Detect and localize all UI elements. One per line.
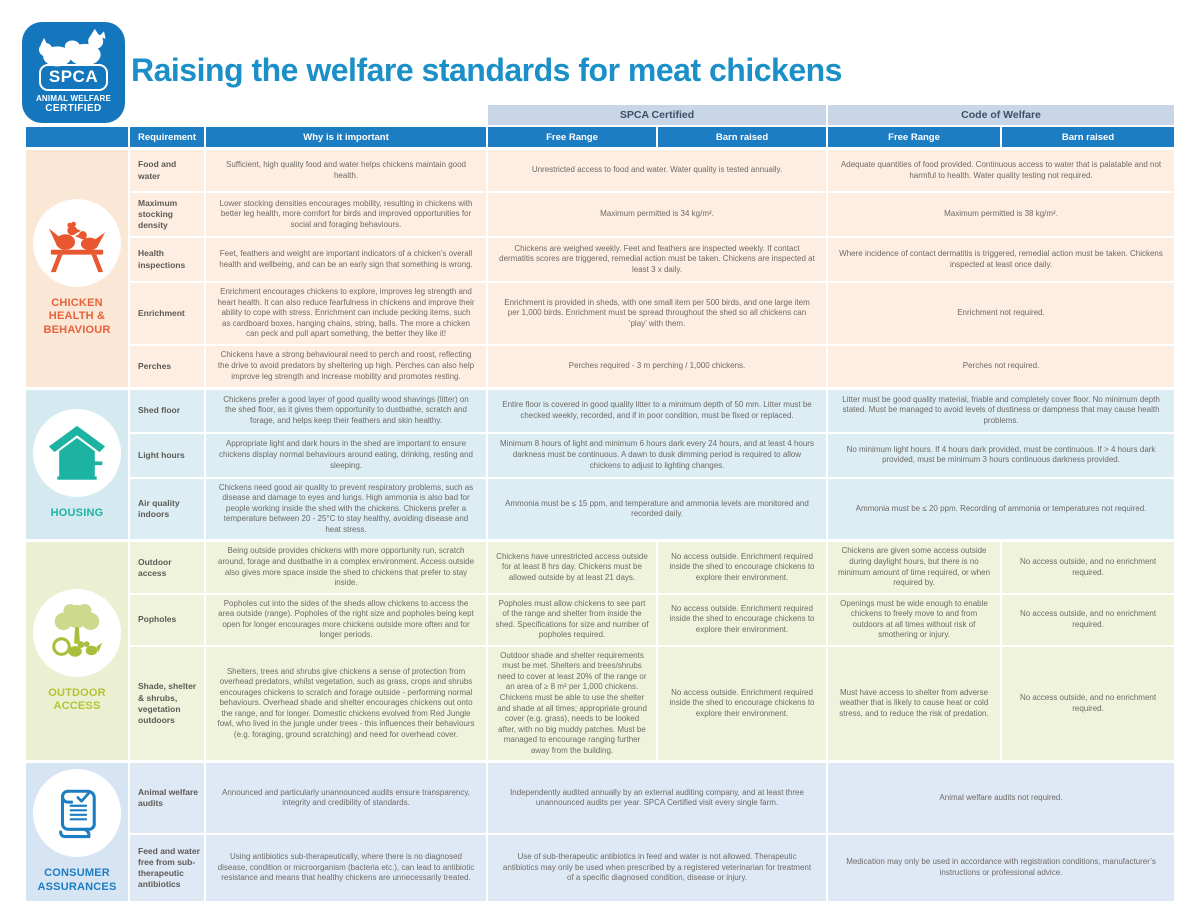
column-header-icon xyxy=(25,126,129,148)
cow-free-range-cell: Chickens are given some access outside during daylight hours, but there is no minimum amount of time required, or when required by. xyxy=(827,540,1001,593)
animals-silhouette-icon xyxy=(32,28,116,68)
table-row xyxy=(25,478,1175,541)
section-outdoor-access xyxy=(25,540,1175,761)
welfare-standards-table xyxy=(25,104,1175,902)
spca-certified-cell: Independently audited annually by an external auditing company, and at least three unannounced audits per year. SPCA Certified visit every single farm. xyxy=(487,761,827,834)
why-cell: Being outside provides chickens with more opportunity run, scratch around, forage and dustbathe in a complex environment. Access outside also gives more space inside the shed to chickens that prefer to stay inside. xyxy=(205,540,487,593)
section-icon-cell xyxy=(25,761,129,902)
chickens-on-perch-icon xyxy=(33,199,121,287)
code-of-welfare-cell: Medication may only be used in accordance with registration conditions, manufacturer’s instructions or professional advice. xyxy=(827,834,1175,902)
logo-line1: ANIMAL WELFARE xyxy=(35,94,112,103)
group-header-spca-certified: SPCA Certified xyxy=(487,104,827,126)
code-of-welfare-cell: Perches not required. xyxy=(827,345,1175,388)
spca-free-range-cell: Chickens have unrestricted access outside for at least 8 hrs day. Chickens must be allowed outside by at least 21 days. xyxy=(487,540,657,593)
spca-certified-cell: Use of sub-therapeutic antibiotics in feed and water is not allowed. Therapeutic antibiotics may only be used when prescribed by a registered veterinarian for treatment of a specific diagnosed condition, disease or injury. xyxy=(487,834,827,902)
spca-certified-cell: Entire floor is covered in good quality litter to a minimum depth of 50 mm. Litter must be checked weekly, recorded, and if in poor condition, must be fixed or replaced. xyxy=(487,388,827,433)
code-of-welfare-cell: Enrichment not required. xyxy=(827,282,1175,345)
spca-certified-cell: Perches required - 3 m perching / 1,000 chickens. xyxy=(487,345,827,388)
spca-certified-cell: Unrestricted access to food and water. Water quality is tested annually. xyxy=(487,148,827,192)
section-icon-cell xyxy=(25,148,129,388)
logo-acronym: SPCA xyxy=(39,64,108,91)
why-cell: Chickens need good air quality to prevent respiratory problems, such as disease and damage to eyes and lungs. High ammonia is also bad for people working inside the shed with the chickens. Chickens prefer a temperature between 20 - 25°C to stay healthy, avoiding disease and heat stress. xyxy=(205,478,487,541)
spca-barn-raised-cell: No access outside. Enrichment required inside the shed to encourage chickens to explore their environment. xyxy=(657,540,827,593)
table-row xyxy=(25,148,1175,192)
column-header-cow-barn-raised: Barn raised xyxy=(1001,126,1175,148)
code-of-welfare-cell: Adequate quantities of food provided. Continuous access to water that is palatable and not harmful to health. Water quality testing not required. xyxy=(827,148,1175,192)
requirement-cell: Popholes xyxy=(129,594,205,646)
table-row xyxy=(25,282,1175,345)
spca-barn-raised-cell: No access outside. Enrichment required inside the shed to encourage chickens to explore their environment. xyxy=(657,646,827,761)
table-row xyxy=(25,192,1175,237)
spca-barn-raised-cell: No access outside. Enrichment required inside the shed to encourage chickens to explore their environment. xyxy=(657,594,827,646)
why-cell: Lower stocking densities encourages mobility, resulting in chickens with better leg health, more comfort for birds and improved opportunities for social and foraging behaviours. xyxy=(205,192,487,237)
section-label: CONSUMER ASSURANCES xyxy=(37,867,117,894)
requirement-cell: Feed and water free from sub-therapeutic antibiotics xyxy=(129,834,205,902)
why-cell: Shelters, trees and shrubs give chickens a sense of protection from overhead predators, whilst vegetation, such as grass, crops and shrubs encourages chickens to scratch and forage outside - performing normal behaviours. Overhead shade and shelter encourages chickens out onto the range, and for longer. Domestic chickens evolved from Red Jungle fowl, who lived in the jungle under trees - this influences their behaviours (e.g. foraging, ground scratching) and need for overhead cover. xyxy=(205,646,487,761)
spca-certified-cell: Enrichment is provided in sheds, with one small item per 500 birds, and one large item per 1,000 birds. Enrichment must be spread throughout the shed so all chickens can ‘play’ with them. xyxy=(487,282,827,345)
code-of-welfare-cell: Where incidence of contact dermatitis is triggered, remedial action must be taken. Chickens inspected at least once daily. xyxy=(827,237,1175,282)
requirement-cell: Shed floor xyxy=(129,388,205,433)
cow-free-range-cell: Must have access to shelter from adverse weather that is likely to cause heat or cold stress, and to reduce the risk of predation. xyxy=(827,646,1001,761)
table-row xyxy=(25,834,1175,902)
spca-certified-cell: Ammonia must be ≤ 15 ppm, and temperature and ammonia levels are monitored and recorded daily. xyxy=(487,478,827,541)
table-row xyxy=(25,433,1175,478)
spca-certified-cell: Maximum permitted is 34 kg/m². xyxy=(487,192,827,237)
section-housing xyxy=(25,388,1175,541)
requirement-cell: Health inspections xyxy=(129,237,205,282)
table-row xyxy=(25,540,1175,593)
audit-scroll-icon xyxy=(33,769,121,857)
page-title: Raising the welfare standards for meat chickens xyxy=(131,52,842,88)
why-cell: Announced and particularly unannounced audits ensure transparency, integrity and credibility of standards. xyxy=(205,761,487,834)
why-cell: Appropriate light and dark hours in the shed are important to ensure chickens display normal behaviours around eating, drinking, resting and sleeping. xyxy=(205,433,487,478)
requirement-cell: Food and water xyxy=(129,148,205,192)
why-cell: Sufficient, high quality food and water helps chickens maintain good health. xyxy=(205,148,487,192)
column-header-requirement: Requirement xyxy=(129,126,205,148)
cow-barn-raised-cell: No access outside, and no enrichment required. xyxy=(1001,540,1175,593)
column-header-spca-free-range: Free Range xyxy=(487,126,657,148)
requirement-cell: Perches xyxy=(129,345,205,388)
section-label: OUTDOOR ACCESS xyxy=(48,686,106,713)
code-of-welfare-cell: Ammonia must be ≤ 20 ppm. Recording of ammonia or temperatures not required. xyxy=(827,478,1175,541)
requirement-cell: Animal welfare audits xyxy=(129,761,205,834)
cow-barn-raised-cell: No access outside, and no enrichment required. xyxy=(1001,646,1175,761)
header-spacer xyxy=(25,104,129,126)
why-cell: Chickens prefer a good layer of good quality wood shavings (litter) on the shed floor, as it gives them opportunity to dustbathe, scratch and forage, and helps keep their feathers and skin healthy. xyxy=(205,388,487,433)
section-consumer-assurances xyxy=(25,761,1175,902)
spca-certified-cell: Minimum 8 hours of light and minimum 6 hours dark every 24 hours, and at least 4 hours darkness must be continuous. A dawn to dusk dimming period is required to allow chickens to adjust to lighting changes. xyxy=(487,433,827,478)
requirement-cell: Outdoor access xyxy=(129,540,205,593)
section-label: HOUSING xyxy=(50,506,104,519)
why-cell: Using antibiotics sub-therapeutically, where there is no diagnosed disease, condition or microorganism (bacteria etc.), can lead to antibiotic resistance and means that healthy chickens are unnecessarily treated. xyxy=(205,834,487,902)
table-row xyxy=(25,237,1175,282)
spca-free-range-cell: Popholes must allow chickens to see part of the range and shelter from inside the shed. Specifications for size and number of popholes required. xyxy=(487,594,657,646)
table-row xyxy=(25,761,1175,834)
table-row xyxy=(25,594,1175,646)
shed-house-icon xyxy=(33,409,121,497)
requirement-cell: Shade, shelter & shrubs, vegetation outdoors xyxy=(129,646,205,761)
column-header-why: Why is it important xyxy=(205,126,487,148)
column-header-row xyxy=(25,126,1175,148)
group-header-row xyxy=(25,104,1175,126)
column-header-spca-barn-raised: Barn raised xyxy=(657,126,827,148)
spca-certified-cell: Chickens are weighed weekly. Feet and feathers are inspected weekly. If contact dermatitis scores are triggered, remedial action must be taken. Chickens are inspected at least 3 x daily. xyxy=(487,237,827,282)
table-header xyxy=(25,104,1175,148)
code-of-welfare-cell: No minimum light hours. If 4 hours dark provided, must be continuous. If > 4 hours dark provided, must be minimum 3 hours continuous darkness provided. xyxy=(827,433,1175,478)
cow-free-range-cell: Openings must be wide enough to enable chickens to freely move to and from outdoors at all times without risk of smothering or injury. xyxy=(827,594,1001,646)
header-spacer xyxy=(205,104,487,126)
requirement-cell: Maximum stocking density xyxy=(129,192,205,237)
section-label: CHICKEN HEALTH & BEHAVIOUR xyxy=(43,296,111,337)
tree-with-chickens-icon xyxy=(33,589,121,677)
spca-free-range-cell: Outdoor shade and shelter requirements must be met. Shelters and trees/shrubs need to cover at least 20% of the range or an area of ≥ 8 m² per 1,000 chickens. Chickens must be able to use the shelter and shade at all times; appropriate ground cover (e.g. grass), needs to be looked after, with no big muddy patches. Must be managed to encourage ranging further away from the building. xyxy=(487,646,657,761)
why-cell: Chickens have a strong behavioural need to perch and roost, reflecting the drive to avoid predators by sheltering up high. Perches can also help improve leg strength and increase mobility and promotes resting. xyxy=(205,345,487,388)
requirement-cell: Air quality indoors xyxy=(129,478,205,541)
code-of-welfare-cell: Litter must be good quality material, friable and completely cover floor. No minimum depth stated. Must be managed to avoid levels of dustiness or dampness that may cause health problems. xyxy=(827,388,1175,433)
requirement-cell: Light hours xyxy=(129,433,205,478)
why-cell: Enrichment encourages chickens to explore, improves leg strength and heart health. It can also reduce fearfulness in chickens and improve their ability to cope with stress. Enrichment can include pecking items, such as cardboard boxes, hanging chains, string, balls. The more a chicken can peck and pull apart something, the better they like it! xyxy=(205,282,487,345)
code-of-welfare-cell: Animal welfare audits not required. xyxy=(827,761,1175,834)
table-row xyxy=(25,345,1175,388)
header-spacer xyxy=(129,104,205,126)
section-icon-cell xyxy=(25,540,129,761)
logo-line2: CERTIFIED xyxy=(45,103,102,114)
cow-barn-raised-cell: No access outside, and no enrichment required. xyxy=(1001,594,1175,646)
section-icon-cell xyxy=(25,388,129,541)
column-header-cow-free-range: Free Range xyxy=(827,126,1001,148)
table-row xyxy=(25,388,1175,433)
why-cell: Popholes cut into the sides of the sheds allow chickens to access the area outside (range). Popholes of the right size and popholes being kept open for longer encourages more chickens outside more often and for longer periods. xyxy=(205,594,487,646)
why-cell: Feet, feathers and weight are important indicators of a chicken’s overall health and wellbeing, and can be an early sign that something is wrong. xyxy=(205,237,487,282)
code-of-welfare-cell: Maximum permitted is 38 kg/m². xyxy=(827,192,1175,237)
section-chicken-health xyxy=(25,148,1175,388)
table-row xyxy=(25,646,1175,761)
group-header-code-of-welfare: Code of Welfare xyxy=(827,104,1175,126)
requirement-cell: Enrichment xyxy=(129,282,205,345)
